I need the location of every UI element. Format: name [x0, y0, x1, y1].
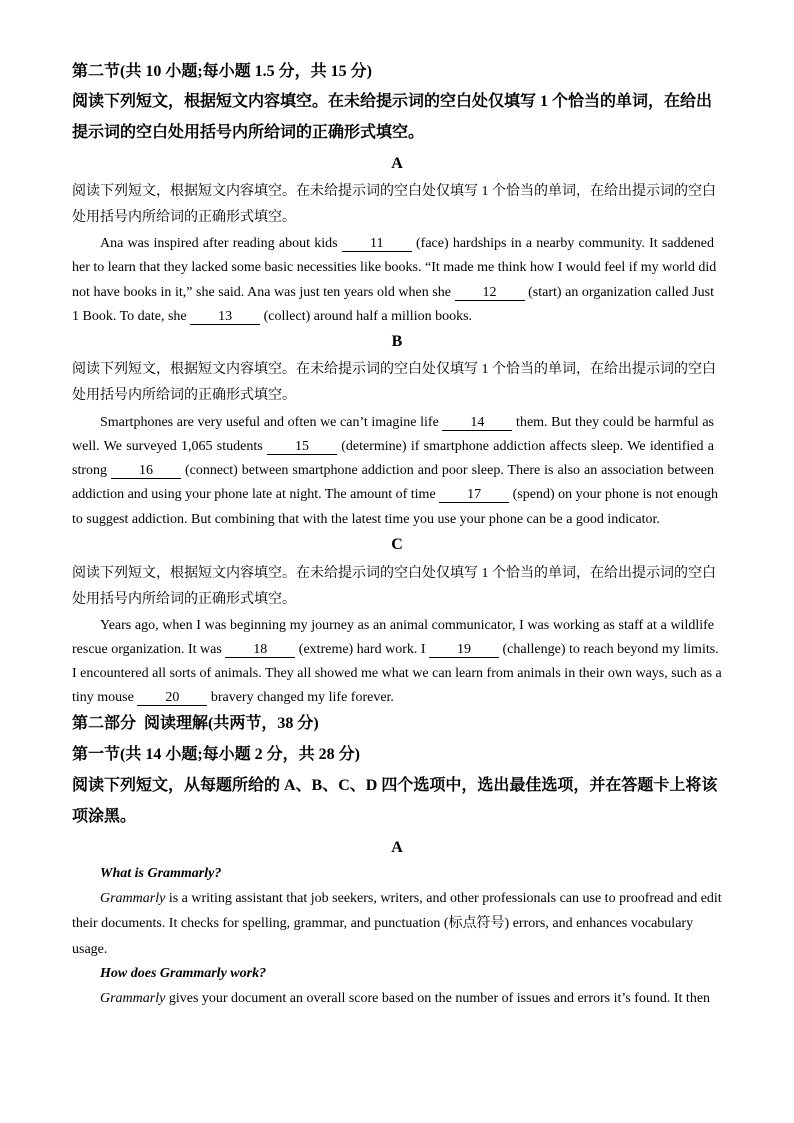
passage-c-line: I encountered all sorts of animals. They all showed me what we can learn from animals in their own ways, such as a — [72, 666, 722, 681]
line-text: well. We surveyed 1,065 students — [72, 439, 267, 454]
answer-blank-18: 18 — [225, 643, 295, 658]
part-heading: 第二部分 阅读理解(共两节，38 分) — [72, 715, 319, 732]
section-instruction-line: 阅读下列短文，从每题所给的 A、B、C、D 四个选项中，选出最佳选项，并在答题卡上将该 — [72, 777, 718, 794]
passage-b-instruction-line: 阅读下列短文，根据短文内容填空。在未给提示词的空白处仅填写 1 个恰当的单词，在给出提示词的空白 — [72, 362, 716, 377]
passage-c-line — [72, 640, 719, 660]
line-text: (face) hardships in a nearby community. It saddened — [411, 236, 714, 251]
answer-blank-20: 20 — [137, 691, 207, 706]
line-text: (start) an organization called Just — [524, 285, 714, 300]
passage-subheading: How does Grammarly work? — [100, 966, 267, 981]
answer-blank-16: 16 — [111, 464, 181, 479]
line-text: rescue organization. It was — [72, 642, 226, 657]
section-heading: 第二节(共 10 小题;每小题 1.5 分，共 15 分) — [72, 63, 372, 80]
section-heading: 第一节(共 14 小题;每小题 2 分，共 28 分) — [72, 746, 360, 763]
passage-c-line — [72, 688, 714, 708]
answer-blank-15: 15 — [267, 440, 337, 455]
line-text: (challenge) to reach beyond my limits. — [499, 642, 719, 657]
passage-b-line — [72, 485, 718, 505]
passage-c-label: C — [391, 536, 403, 553]
reading-paragraph-line — [100, 889, 722, 909]
reading-paragraph-line: their documents. It checks for spelling, grammar, and punctuation (标点符号) errors, and enhances vocabulary — [72, 916, 694, 931]
answer-blank-17: 17 — [439, 488, 509, 503]
passage-c-instruction-line: 阅读下列短文，根据短文内容填空。在未给提示词的空白处仅填写 1 个恰当的单词，在给出提示词的空白 — [72, 566, 716, 581]
section-instruction-line: 阅读下列短文，根据短文内容填空。在未给提示词的空白处仅填写 1 个恰当的单词，在给出 — [72, 93, 713, 110]
answer-blank-12: 12 — [455, 286, 525, 301]
passage-b-instruction-line: 处用括号内所给词的正确形式填空。 — [72, 388, 296, 403]
passage-b-line — [72, 461, 714, 481]
line-text: 1 Book. To date, she — [72, 309, 191, 324]
passage-a-line — [72, 307, 714, 327]
product-name: Grammarly — [100, 991, 166, 1006]
line-text: is a writing assistant that job seekers, writers, and other professionals can use to proofread and edit — [165, 891, 722, 906]
section-instruction-line: 提示词的空白处用括号内所给词的正确形式填空。 — [72, 124, 425, 141]
line-text: (extreme) hard work. I — [295, 642, 430, 657]
passage-a-label: A — [391, 155, 403, 172]
line-text: not have books in it,” she said. Ana was just ten years old when she — [72, 285, 455, 300]
passage-b-label: B — [391, 333, 403, 350]
passage-b-line — [100, 413, 714, 433]
passage-b-line — [72, 437, 714, 457]
reading-passage-a-label: A — [391, 839, 403, 856]
line-text: (connect) between smartphone addiction and poor sleep. There is also an association between — [180, 463, 715, 478]
line-text: (collect) around half a million books. — [260, 309, 473, 324]
reading-paragraph-line — [100, 989, 714, 1009]
product-name: Grammarly — [100, 891, 166, 906]
passage-c-instruction-line: 处用括号内所给词的正确形式填空。 — [72, 592, 296, 607]
line-text: strong — [72, 463, 111, 478]
line-text: Smartphones are very useful and often we can’t imagine life — [100, 415, 443, 430]
passage-a-line — [72, 283, 714, 303]
line-text: bravery changed my life forever. — [207, 690, 394, 705]
line-text: (determine) if smartphone addiction affects sleep. We identified a — [336, 439, 714, 454]
line-text: (spend) on your phone is not enough — [509, 487, 718, 502]
line-text: addiction and using your phone late at night. The amount of time — [72, 487, 440, 502]
line-text: Ana was inspired after reading about kids — [100, 236, 342, 251]
line-text: gives your document an overall score based on the number of issues and errors it’s found. It then — [165, 991, 711, 1006]
section-instruction-line: 项涂黑。 — [72, 808, 137, 825]
answer-blank-13: 13 — [190, 310, 260, 325]
passage-a-line: her to learn that they lacked some basic necessities like books. “It made me think how I would feel if my world did — [72, 260, 717, 275]
line-text: tiny mouse — [72, 690, 138, 705]
passage-c-line: Years ago, when I was beginning my journey as an animal communicator, I was working as staff at a wildlife — [100, 618, 714, 633]
passage-b-line: to suggest addiction. But combining that with the latest time you use your phone can be a good indicator. — [72, 512, 660, 527]
answer-blank-19: 19 — [429, 643, 499, 658]
passage-subheading: What is Grammarly? — [100, 866, 222, 881]
answer-blank-11: 11 — [342, 237, 412, 252]
passage-a-instruction-line: 处用括号内所给词的正确形式填空。 — [72, 210, 296, 225]
reading-paragraph-line: usage. — [72, 942, 108, 957]
line-text: them. But they could be harmful as — [512, 415, 714, 430]
passage-a-instruction-line: 阅读下列短文，根据短文内容填空。在未给提示词的空白处仅填写 1 个恰当的单词，在给出提示词的空白 — [72, 184, 716, 199]
answer-blank-14: 14 — [442, 416, 512, 431]
passage-a-line — [100, 234, 714, 254]
